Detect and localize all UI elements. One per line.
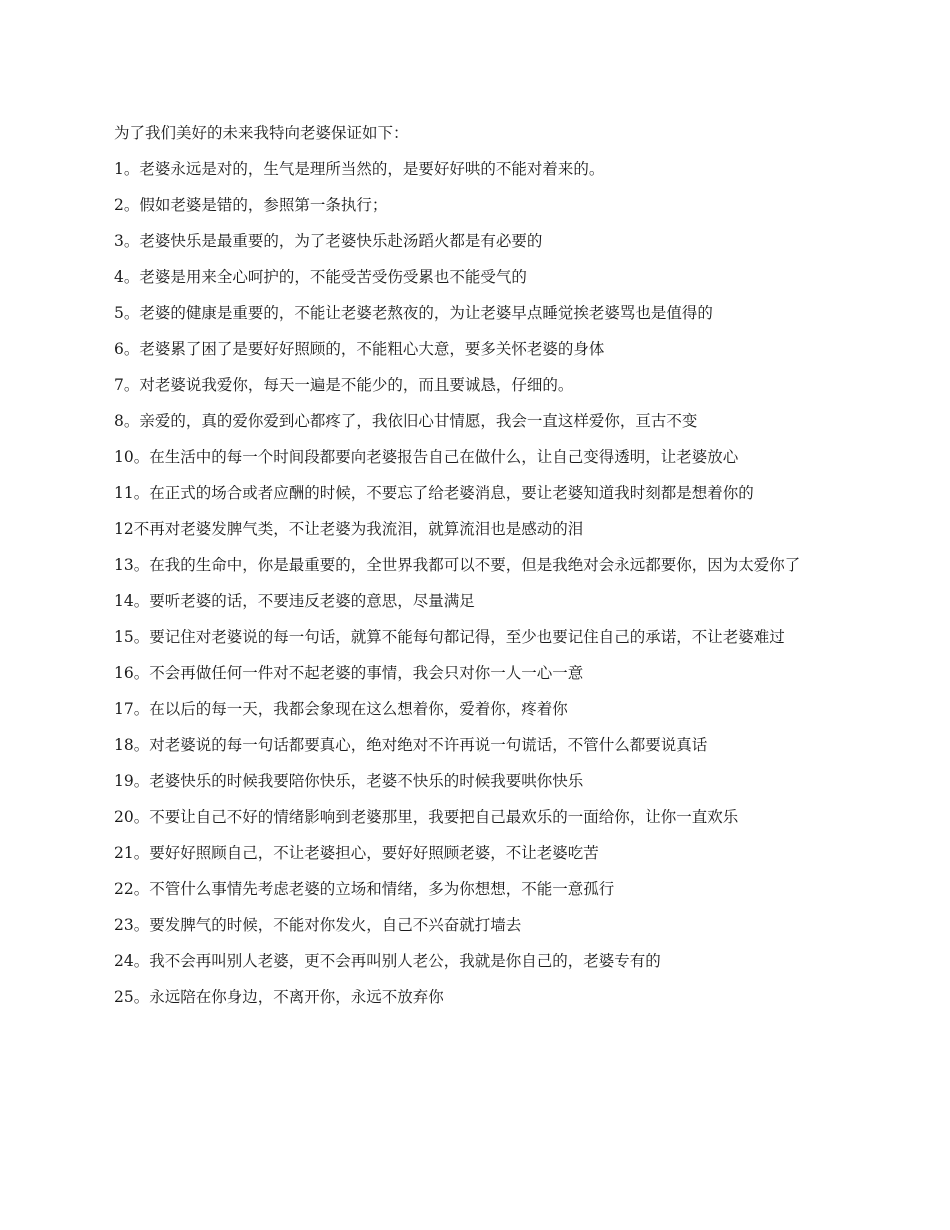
intro-paragraph: 为了我们美好的未来我特向老婆保证如下： (114, 124, 409, 142)
list-item: 18。对老婆说的每一句话都要真心，绝对绝对不许再说一句谎话，不管什么都要说真话 (114, 736, 708, 754)
list-item: 17。在以后的每一天，我都会象现在这么想着你，爱着你，疼着你 (114, 700, 568, 718)
list-item: 6。老婆累了困了是要好好照顾的，不能粗心大意，要多关怀老婆的身体 (114, 340, 605, 358)
list-item: 25。永远陪在你身边，不离开你，永远不放弃你 (114, 988, 444, 1006)
list-item: 1。老婆永远是对的，生气是理所当然的，是要好好哄的不能对着来的。 (114, 160, 605, 178)
list-item: 22。不管什么事情先考虑老婆的立场和情绪，多为你想想，不能一意孤行 (114, 880, 615, 898)
list-item: 20。不要让自己不好的情绪影响到老婆那里，我要把自己最欢乐的一面给你，让你一直欢乐 (114, 808, 739, 826)
list-item: 14。要听老婆的话，不要违反老婆的意思，尽量满足 (114, 592, 475, 610)
list-item: 4。老婆是用来全心呵护的，不能受苦受伤受累也不能受气的 (114, 268, 527, 286)
list-item: 16。不会再做任何一件对不起老婆的事情，我会只对你一人一心一意 (114, 664, 584, 682)
list-item: 8。亲爱的，真的爱你爱到心都疼了，我依旧心甘情愿，我会一直这样爱你，亘古不变 (114, 412, 698, 430)
list-item: 3。老婆快乐是最重要的，为了老婆快乐赴汤蹈火都是有必要的 (114, 232, 543, 250)
document-body (114, 122, 830, 1022)
list-item: 15。要记住对老婆说的每一句话，就算不能每句都记得，至少也要记住自己的承诺，不让老婆难过 (114, 628, 785, 646)
list-item: 11。在正式的场合或者应酬的时候，不要忘了给老婆消息，要让老婆知道我时刻都是想着你的 (114, 484, 754, 502)
list-item: 23。要发脾气的时候，不能对你发火，自己不兴奋就打墙去 (114, 916, 522, 934)
list-item: 2。假如老婆是错的，参照第一条执行； (114, 196, 388, 214)
list-item: 21。要好好照顾自己，不让老婆担心，要好好照顾老婆，不让老婆吃苦 (114, 844, 599, 862)
list-item: 5。老婆的健康是重要的，不能让老婆老熬夜的，为让老婆早点睡觉挨老婆骂也是值得的 (114, 304, 713, 322)
list-item: 10。在生活中的每一个时间段都要向老婆报告自己在做什么，让自己变得透明，让老婆放心 (114, 448, 739, 466)
list-item: 24。我不会再叫别人老婆，更不会再叫别人老公，我就是你自己的，老婆专有的 (114, 952, 661, 970)
list-item: 7。对老婆说我爱你，每天一遍是不能少的，而且要诚恳，仔细的。 (114, 376, 574, 394)
list-item: 19。老婆快乐的时候我要陪你快乐，老婆不快乐的时候我要哄你快乐 (114, 772, 584, 790)
list-item: 13。在我的生命中，你是最重要的，全世界我都可以不要，但是我绝对会永远都要你，因为太爱你了 (114, 556, 801, 574)
list-item: 12不再对老婆发脾气类，不让老婆为我流泪，就算流泪也是感动的泪 (114, 520, 584, 538)
